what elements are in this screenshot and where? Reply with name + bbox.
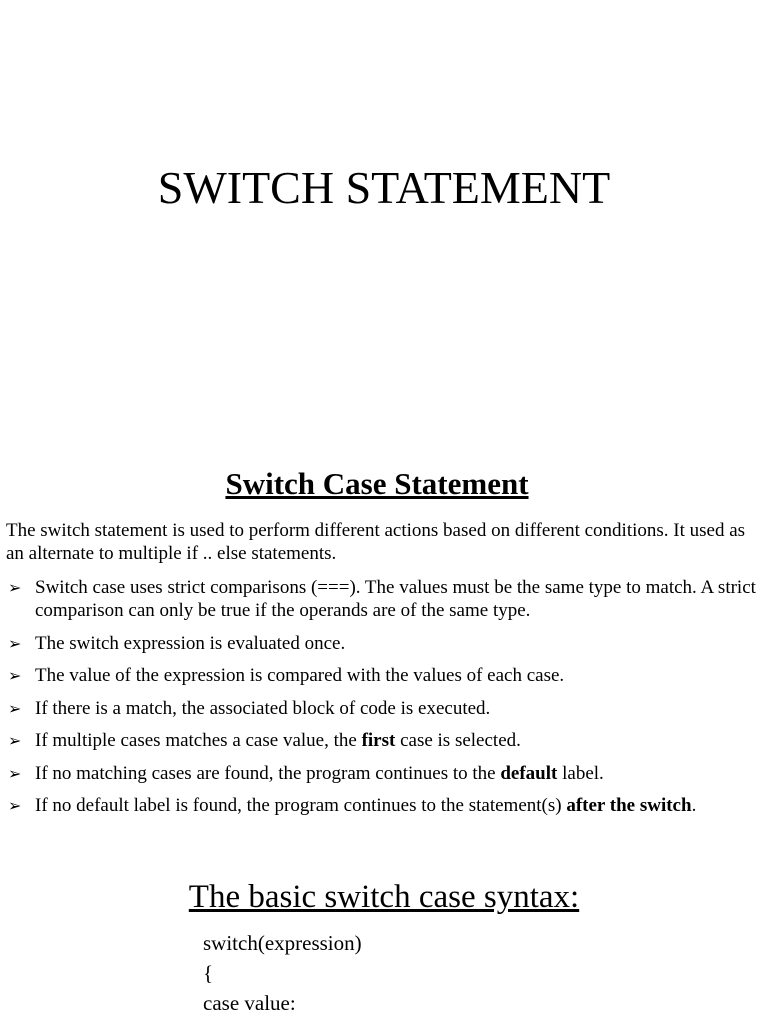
bullet-item <box>6 632 756 655</box>
bullet-text-part: If multiple cases matches a case value, the <box>35 730 362 751</box>
bullet-item <box>6 794 756 817</box>
arrow-bullet-icon: ➢ <box>8 578 22 597</box>
bullet-text-part: case is selected. <box>395 730 521 751</box>
bullet-text-part: label. <box>557 762 604 784</box>
bullet-item <box>6 762 756 785</box>
bullet-text: If there is a match, the associated block of code is executed. <box>35 697 491 719</box>
bullet-text-part: . <box>691 795 697 816</box>
bullet-text-part: If no matching cases are found, the program continues to the <box>35 762 501 784</box>
bullet-text: The value of the expression is compared with the values of each case. <box>35 665 565 686</box>
bullet-text <box>35 795 696 816</box>
bullet-list <box>6 576 756 827</box>
bullet-item <box>6 729 756 752</box>
syntax-heading: The basic switch case syntax: <box>188 879 580 915</box>
bullet-item <box>6 697 756 720</box>
bullet-text-emphasis: default <box>500 762 558 784</box>
code-line: { <box>203 961 214 985</box>
arrow-bullet-icon: ➢ <box>8 698 22 718</box>
arrow-bullet-icon: ➢ <box>8 796 22 815</box>
slide-title: SWITCH STATEMENT <box>157 162 611 213</box>
code-line: case value: <box>203 991 296 1015</box>
bullet-text-emphasis: after the switch <box>566 795 692 816</box>
bullet-item <box>6 576 756 622</box>
intro-paragraph: The switch statement is used to perform different actions based on different conditions. It used as an alternate to multiple if .. else statements. <box>6 520 746 564</box>
arrow-bullet-icon: ➢ <box>8 666 22 685</box>
bullet-item <box>6 664 756 687</box>
arrow-bullet-icon: ➢ <box>8 731 22 750</box>
bullet-text-emphasis: first <box>361 730 396 751</box>
arrow-bullet-icon: ➢ <box>8 633 22 653</box>
bullet-text-part: If no default label is found, the program continues to the statement(s) <box>35 795 567 816</box>
code-line: switch(expression) <box>203 931 362 955</box>
bullet-text <box>35 730 521 751</box>
bullet-text: Switch case uses strict comparisons (===). The values must be the same type to match. A strict comparison can only be true if the operands are of the same type. <box>35 577 756 621</box>
section-heading: Switch Case Statement <box>225 466 529 501</box>
syntax-code-block <box>203 928 362 1018</box>
bullet-text: The switch expression is evaluated once. <box>35 632 346 654</box>
arrow-bullet-icon: ➢ <box>8 763 22 783</box>
bullet-text <box>35 763 604 784</box>
